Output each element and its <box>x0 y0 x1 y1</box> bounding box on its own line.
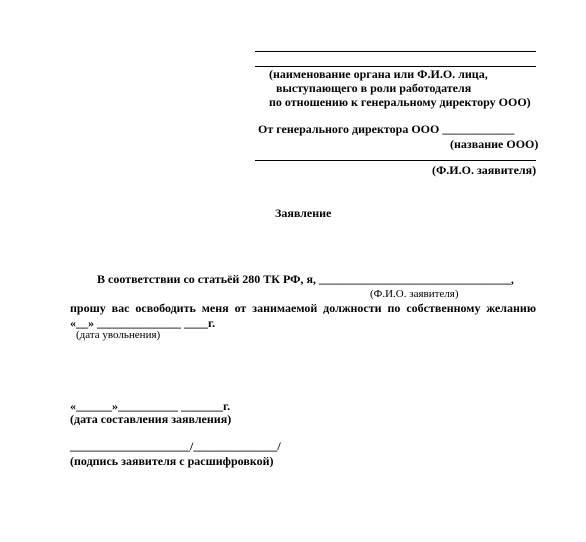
signature-line: ____________________/______________/ <box>70 439 281 453</box>
addressee-line-1 <box>255 51 536 52</box>
dismissal-date-caption: (дата увольнения) <box>76 329 161 341</box>
statement-line-1: В соответствии со статьёй 280 ТК РФ, я, ________________________________, <box>97 272 514 286</box>
signature-caption: (подпись заявителя с расшифровкой) <box>70 454 274 468</box>
document-title: Заявление <box>275 206 332 220</box>
statement-line-2: прошу вас освободить меня от занимаемой должности по собственному желанию <box>70 301 536 315</box>
addressee-caption-3: по отношению к генеральному директору ООО) <box>269 95 531 109</box>
addressee-caption-2: выступающего в роли работодателя <box>276 81 472 95</box>
applicant-caption-header: (Ф.И.О. заявителя) <box>432 163 537 177</box>
compose-date-caption: (дата составления заявления) <box>70 412 232 426</box>
compose-date: «______»__________ _______г. <box>70 399 231 413</box>
applicant-name-line <box>255 160 536 161</box>
applicant-caption-body: (Ф.И.О. заявителя) <box>370 288 459 300</box>
addressee-caption-1: (наименование органа или Ф.И.О. лица, <box>269 67 488 81</box>
dismissal-date: «__» ______________ ____г. <box>70 316 216 330</box>
from-director-line: От генерального директора ООО ____________ <box>258 122 515 136</box>
company-caption: (название ООО) <box>450 137 539 151</box>
